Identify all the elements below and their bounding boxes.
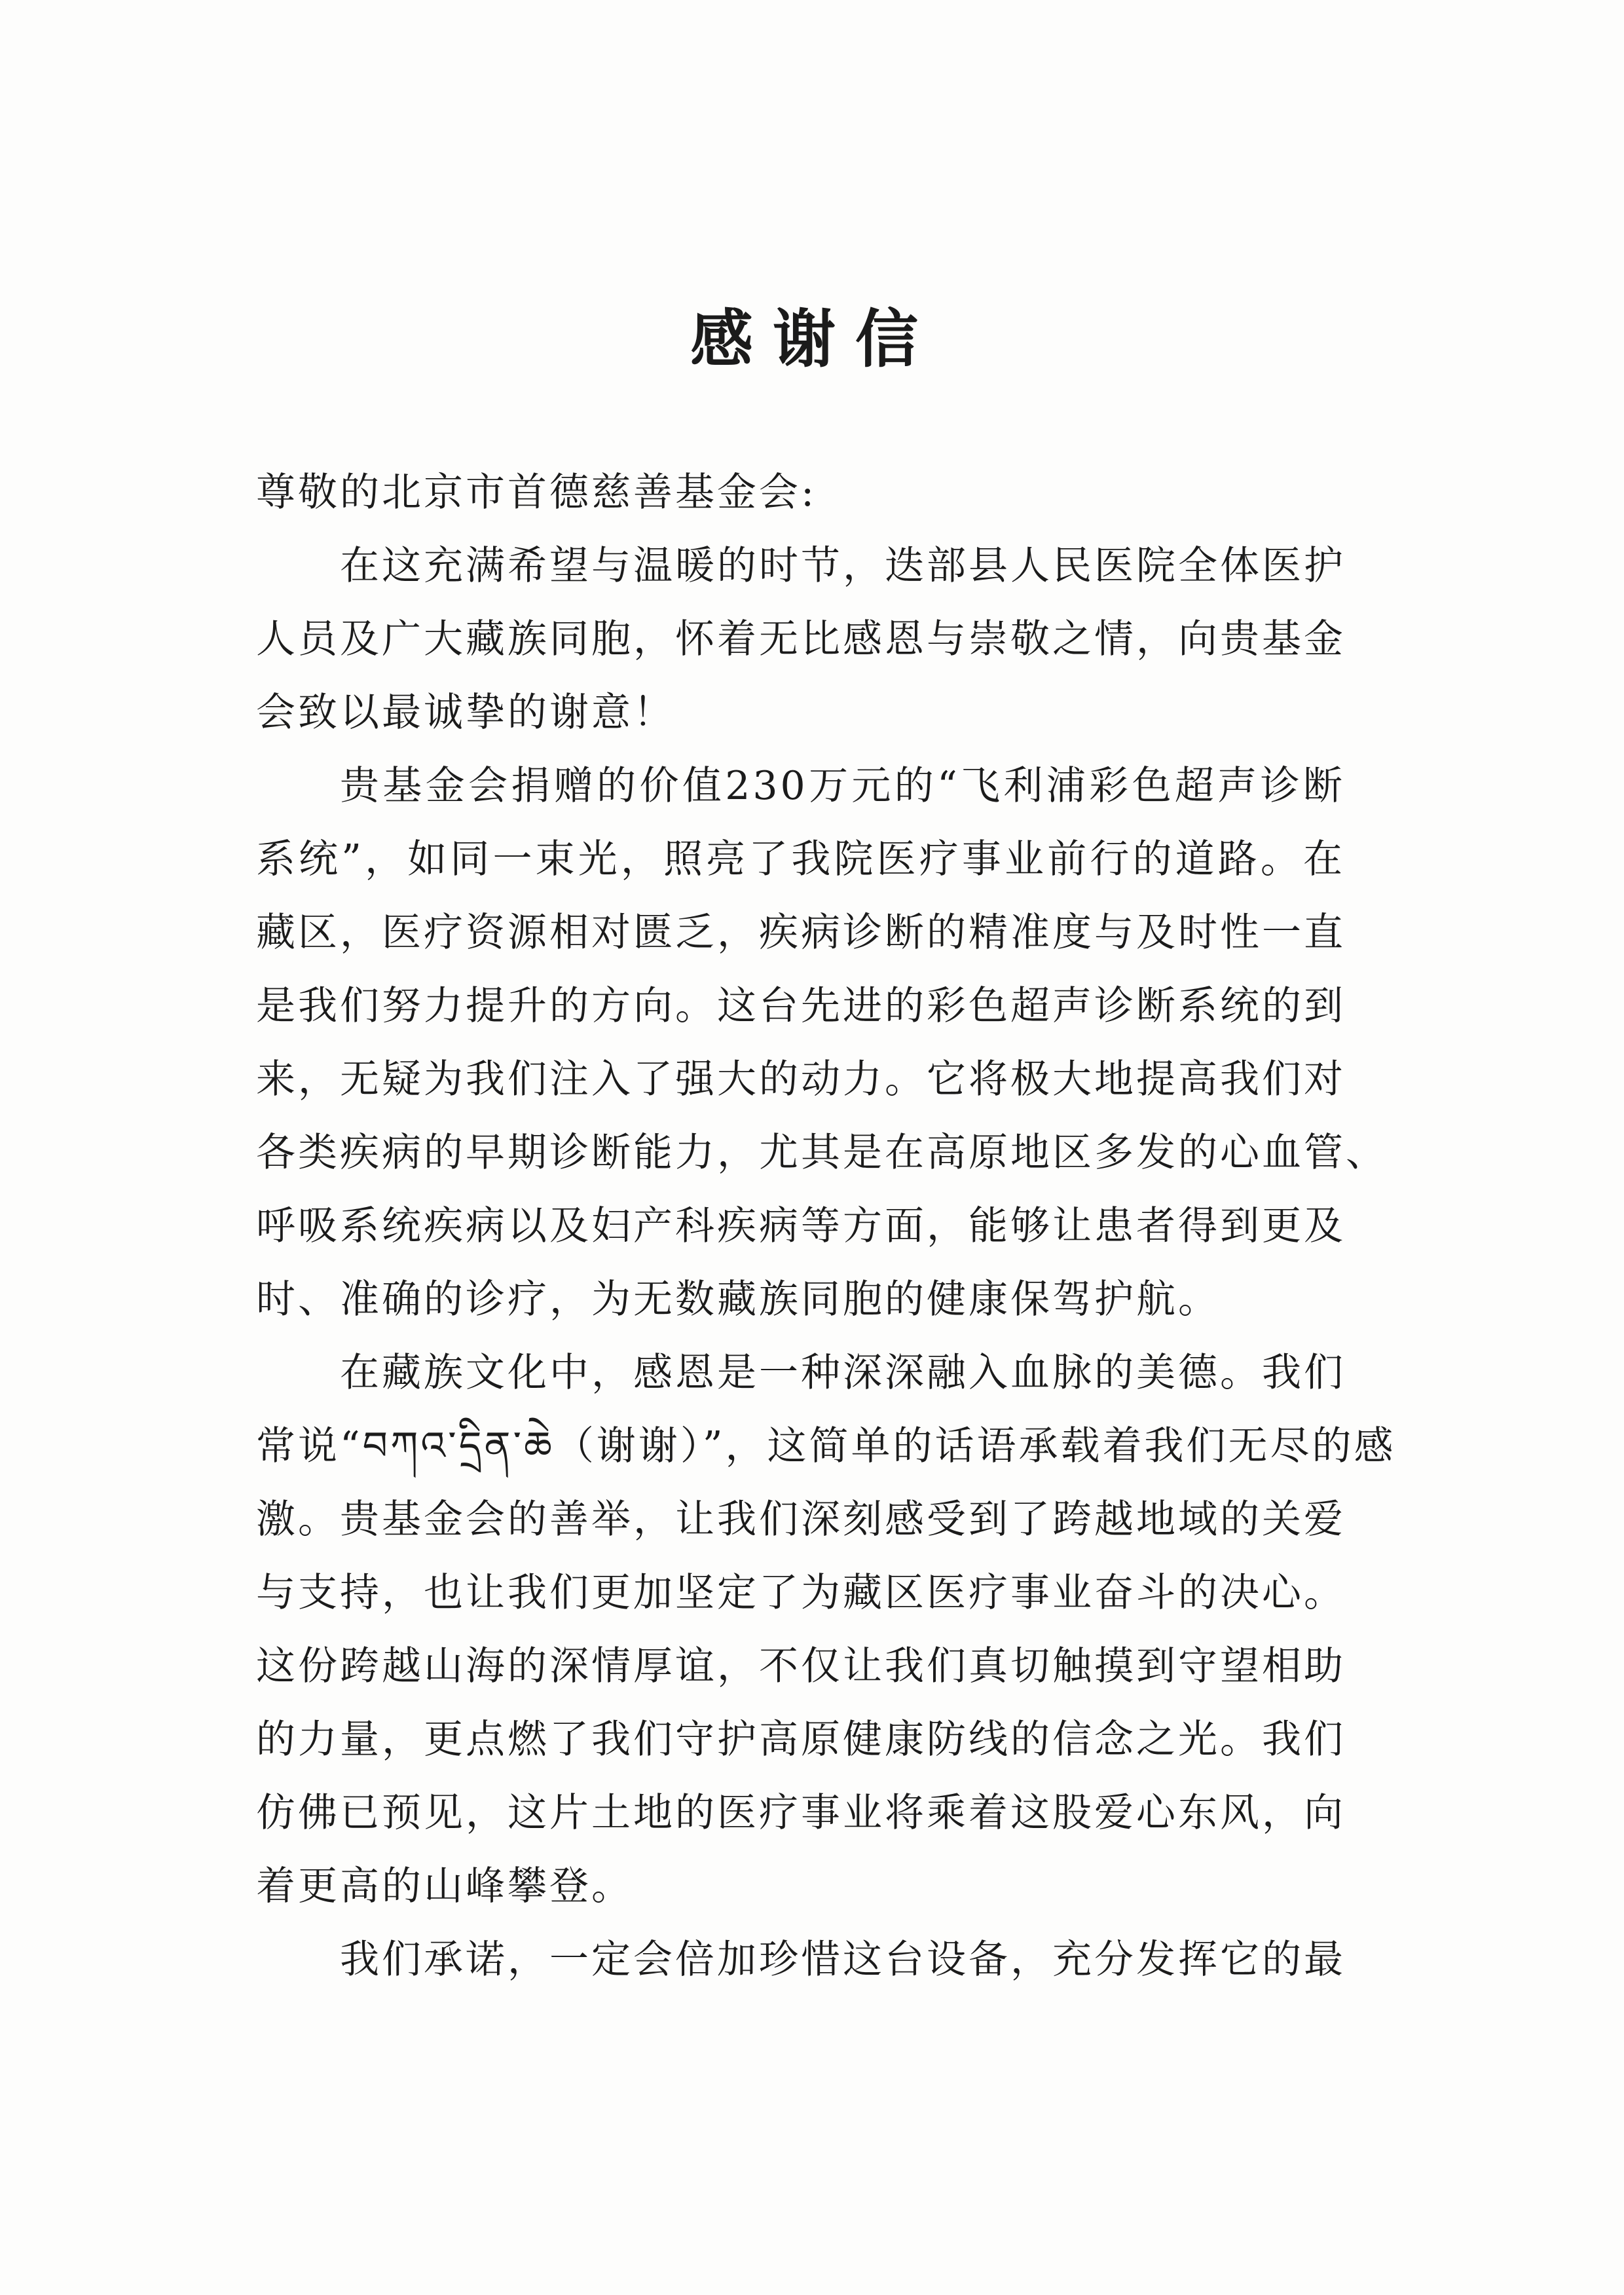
letter-line: 常说“བཀའ་དྲིན་ཆེ（谢谢）”，这简单的话语承载着我们无尽的感 [256,1423,1396,1469]
letter-line: 激。贵基金会的善举，让我们深刻感受到了跨越地域的关爱 [256,1497,1346,1542]
letter-line: 呼吸系统疾病以及妇产科疾病等方面，能够让患者得到更及 [256,1203,1346,1249]
letter-line: 来，无疑为我们注入了强大的动力。它将极大地提高我们对 [256,1056,1346,1102]
letter-line: 在藏族文化中，感恩是一种深深融入血脉的美德。我们 [340,1350,1346,1396]
letter-line: 与支持，也让我们更加坚定了为藏区医疗事业奋斗的决心。 [256,1570,1346,1616]
letter-line: 会致以最诚挚的谢意！ [256,690,675,736]
letter-line: 我们承诺，一定会倍加珍惜这台设备，充分发挥它的最 [340,1937,1346,1983]
salutation: 尊敬的北京市首德慈善基金会: [256,470,817,515]
letter-body [256,456,1396,1996]
letter-line: 藏区，医疗资源相对匮乏，疾病诊断的精准度与及时性一直 [256,910,1346,956]
letter-line: 这份跨越山海的深情厚谊，不仅让我们真切触摸到守望相助 [256,1643,1346,1689]
letter-line: 各类疾病的早期诊断能力，尤其是在高原地区多发的心血管、 [256,1130,1388,1176]
paragraph-2 [256,749,1388,1336]
letter-line: 在这充满希望与温暖的时节，迭部县人民医院全体医护 [340,543,1346,589]
letter-line: 系统”，如同一束光，照亮了我院医疗事业前行的道路。在 [256,836,1345,882]
letter-line: 人员及广大藏族同胞，怀着无比感恩与崇敬之情，向贵基金 [256,616,1346,662]
letter-line: 贵基金会捐赠的价值230万元的“飞利浦彩色超声诊断 [340,763,1345,809]
letter-line: 是我们努力提升的方向。这台先进的彩色超声诊断系统的到 [256,983,1346,1029]
paragraph-1 [256,529,1345,749]
letter-line: 时、准确的诊疗，为无数藏族同胞的健康保驾护航。 [256,1277,1220,1322]
letter-title: 感谢信 [690,302,938,376]
paragraph-3 [256,1336,1396,1923]
letter-line: 的力量，更点燃了我们守护高原健康防线的信念之光。我们 [256,1717,1346,1763]
letter-line: 着更高的山峰攀登。 [256,1863,633,1909]
letter-line: 仿佛已预见，这片土地的医疗事业将乘着这股爱心东风，向 [256,1790,1346,1836]
paragraph-4 [256,1923,1345,1996]
